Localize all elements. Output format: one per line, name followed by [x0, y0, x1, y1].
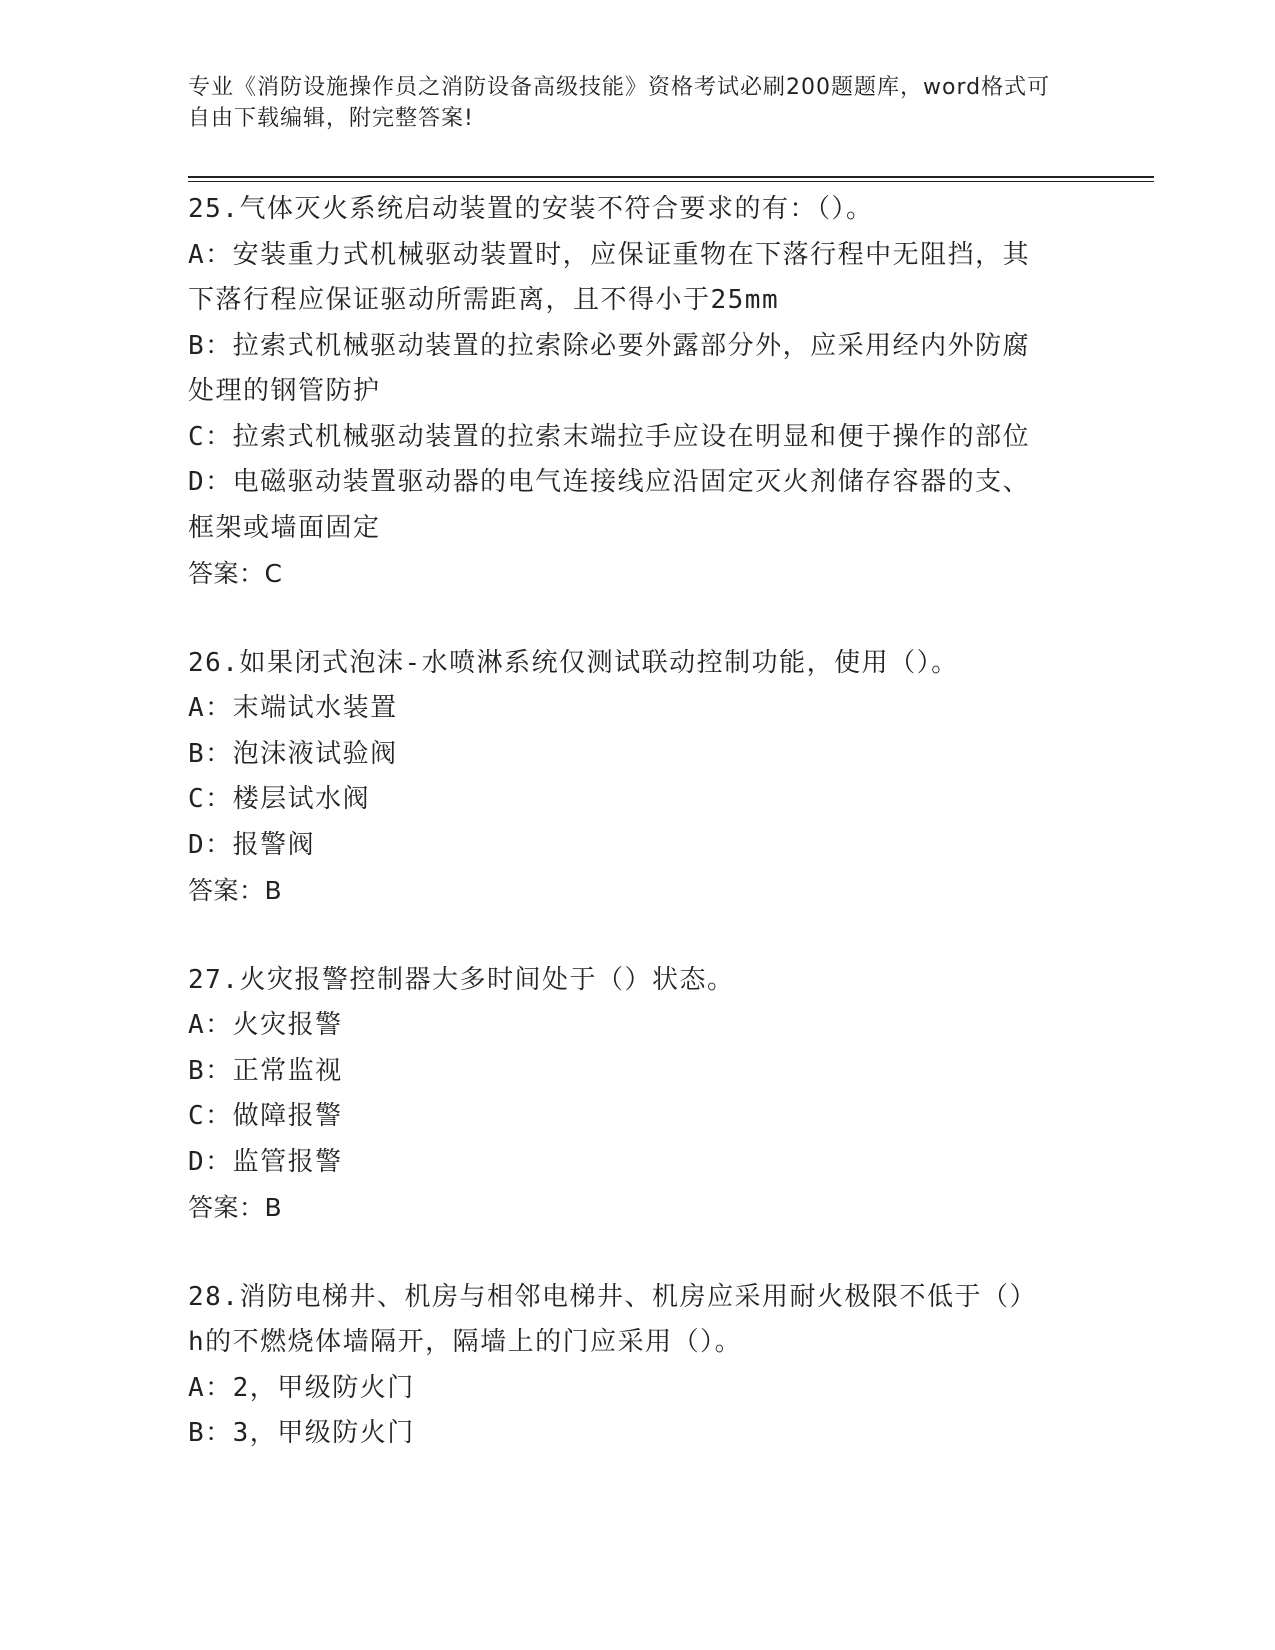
question-block [188, 1275, 1088, 1457]
answer-option: B：3，甲级防火门 [188, 1418, 415, 1448]
question-block [188, 641, 1088, 958]
answer-key: 答案：B [188, 1193, 283, 1222]
header-divider-thick [188, 176, 1154, 178]
answer-key: 答案：B [188, 876, 283, 905]
answer-option: D：电磁驱动装置驱动器的电气连接线应沿固定灭火剂储存容器的支、 [188, 467, 1031, 497]
answer-option: B：泡沫液试验阀 [188, 738, 398, 769]
answer-option: C：做障报警 [188, 1101, 343, 1131]
answer-option: 处理的钢管防护 [188, 376, 381, 406]
answer-option: C：拉索式机械驱动装置的拉索末端拉手应设在明显和便于操作的部位 [188, 421, 1031, 452]
question-stem: 25.气体灭火系统启动装置的安装不符合要求的有：（）。 [188, 194, 874, 224]
document-header: 专业《消防设施操作员之消防设备高级技能》资格考试必刷200题题库，word格式可自由下载编辑，附完整答案! [188, 75, 1051, 131]
answer-option: B：正常监视 [188, 1055, 343, 1086]
answer-option: A：火灾报警 [188, 1010, 343, 1040]
answer-key: 答案：C [188, 559, 283, 588]
answer-option: 框架或墙面固定 [188, 512, 381, 543]
question-stem: 26.如果闭式泡沫-水喷淋系统仅测试联动控制功能，使用（）。 [188, 647, 959, 678]
question-block [188, 958, 1088, 1275]
answer-option: C：楼层试水阀 [188, 784, 371, 814]
answer-option: D：报警阀 [188, 829, 316, 860]
answer-option: B：拉索式机械驱动装置的拉索除必要外露部分外，应采用经内外防腐 [188, 330, 1031, 361]
answer-option: A：安装重力式机械驱动装置时，应保证重物在下落行程中无阻挡，其 [188, 239, 1031, 270]
header-divider-thin [188, 181, 1154, 182]
answer-option: D：监管报警 [188, 1146, 343, 1177]
answer-option: A：2，甲级防火门 [188, 1372, 415, 1403]
question-stem: 27.火灾报警控制器大多时间处于（）状态。 [188, 964, 735, 995]
answer-option: A：末端试水装置 [188, 693, 398, 723]
question-stem: h的不燃烧体墙隔开，隔墙上的门应采用（）。 [188, 1327, 743, 1357]
question-spacer [188, 597, 1088, 641]
question-list [188, 187, 1088, 1457]
question-stem: 28.消防电梯井、机房与相邻电梯井、机房应采用耐火极限不低于（） [188, 1281, 1037, 1312]
question-spacer [188, 914, 1088, 958]
answer-option: 下落行程应保证驱动所需距离，且不得小于25mm [188, 285, 780, 315]
question-spacer [188, 1231, 1088, 1275]
question-block [188, 187, 1088, 641]
